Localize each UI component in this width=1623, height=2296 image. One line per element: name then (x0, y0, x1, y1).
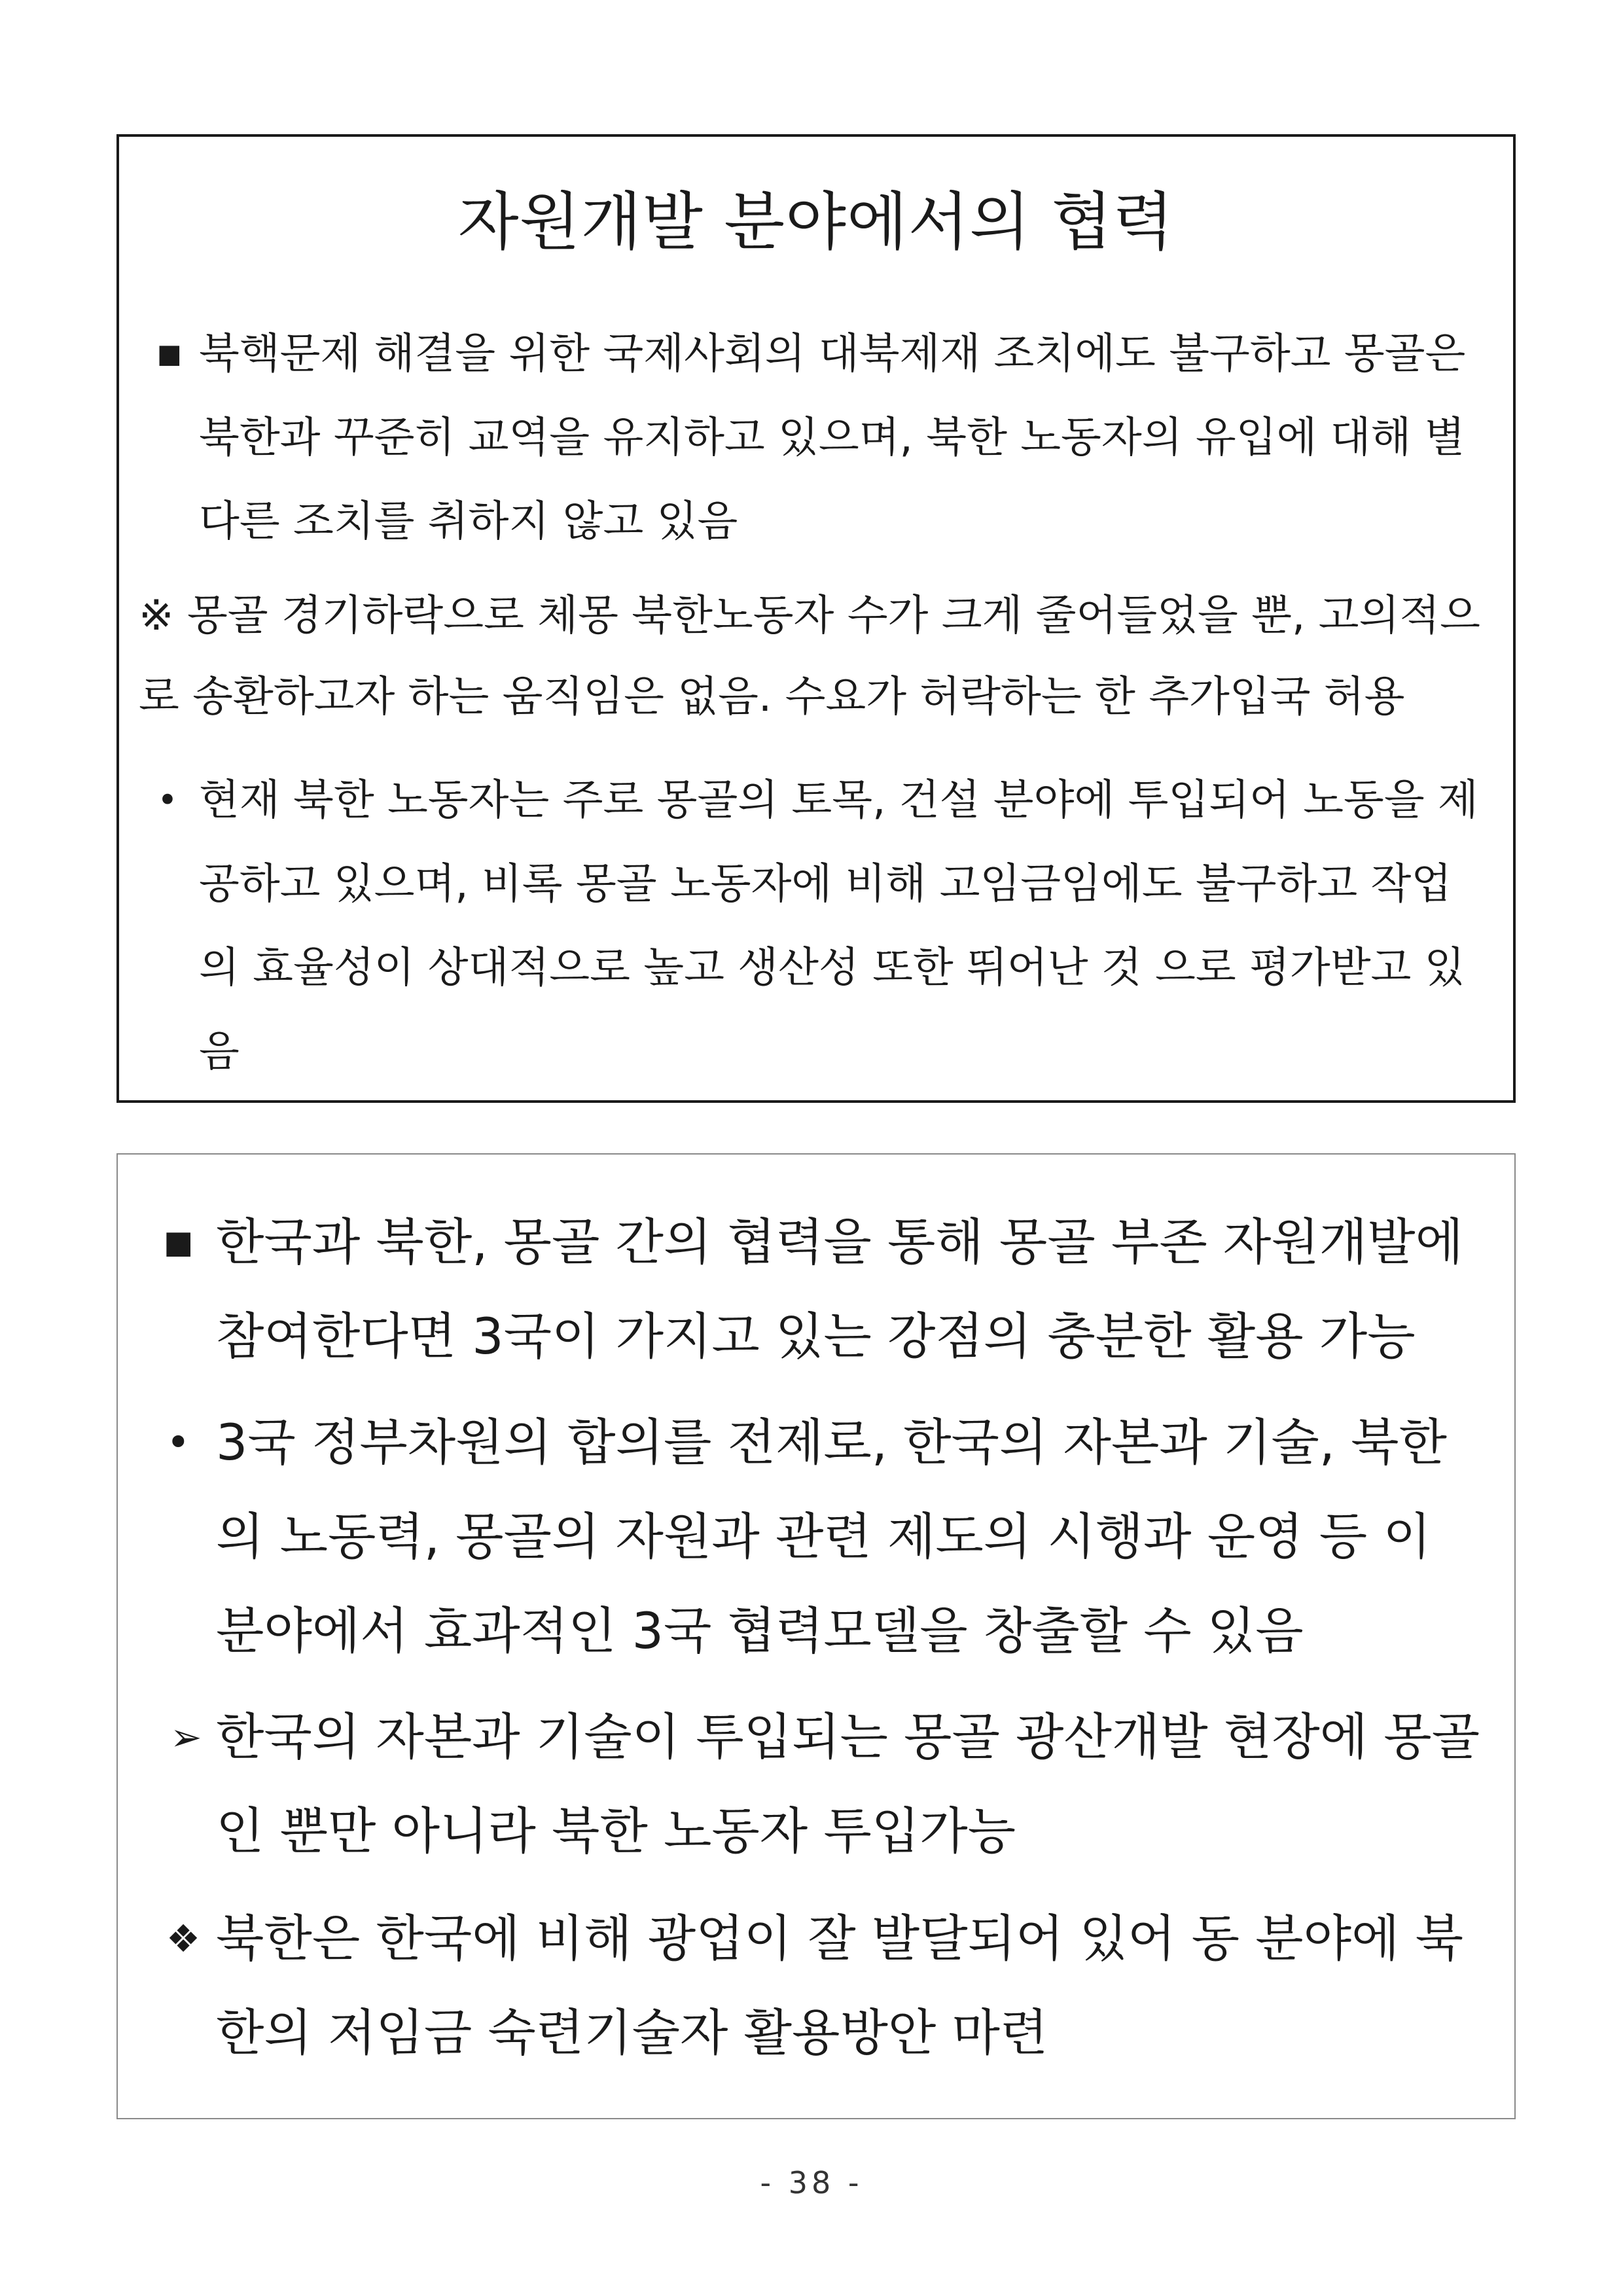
bullet-text: 북한은 한국에 비해 광업이 잘 발달되어 있어 동 분야에 북한의 저임금 숙련기술자 활용방안 마련 (216, 1909, 1463, 2062)
dot-bullet-icon: • (157, 780, 178, 821)
bullet-item (157, 1690, 1486, 1878)
bullet-text: 한국과 북한, 몽골 간의 협력을 통해 몽골 부존 자원개발에 참여한다면 3국이 가지고 있는 강점의 충분한 활용 가능 (216, 1213, 1463, 1365)
bullet-item (157, 1892, 1486, 2080)
bullet-item (157, 1195, 1486, 1384)
bullet-text: 3국 정부차원의 합의를 전제로, 한국의 자본과 기술, 북한의 노동력, 몽골의 자원과 관련 제도의 시행과 운영 등 이 분야에서 효과적인 3국 협력모델을 창출할 수 있음 (216, 1413, 1447, 1660)
cooperation-box (116, 1153, 1516, 2119)
section-title: 자원개발 분야에서의 협력 (457, 185, 1175, 259)
arrow-bullet-icon: ➢ (170, 1715, 202, 1759)
bullet-text: 한국의 자본과 기술이 투입되는 몽골 광산개발 현장에 몽골인 뿐만 아니라 북한 노동자 투입가능 (216, 1708, 1480, 1860)
diamond-bullet-icon: ❖ (166, 1916, 200, 1961)
reference-note: ※ 몽골 경기하락으로 체몽 북한노동자 수가 크게 줄어들었을 뿐, 고의적으로 송환하고자 하는 움직임은 없음. 수요가 허락하는 한 추가입국 허용 (139, 592, 1480, 721)
summary-box (116, 134, 1516, 1103)
bullet-text: 북핵문제 해결을 위한 국제사회의 대북제재 조치에도 불구하고 몽골은 북한과 꾸준히 교역을 유지하고 있으며, 북한 노동자의 유입에 대해 별다른 조치를 취하지 않고 있음 (199, 330, 1466, 546)
dot-bullet-icon: • (166, 1418, 190, 1466)
bullet-item (157, 1395, 1486, 1678)
square-bullet-icon: ■ (164, 1224, 194, 1261)
page-number: - 38 - (760, 2165, 863, 2200)
bullet-item (139, 312, 1487, 564)
bullet-text: 현재 북한 노동자는 주로 몽골의 토목, 건설 분야에 투입되어 노동을 제공하고 있으며, 비록 몽골 노동자에 비해 고임금임에도 불구하고 작업의 효율성이 상대적으로 높고 생산성 또한 뛰어난 것 으로 평가받고 있음 (199, 776, 1478, 1076)
bullet-item (139, 759, 1487, 1094)
square-bullet-icon: ■ (157, 339, 182, 369)
